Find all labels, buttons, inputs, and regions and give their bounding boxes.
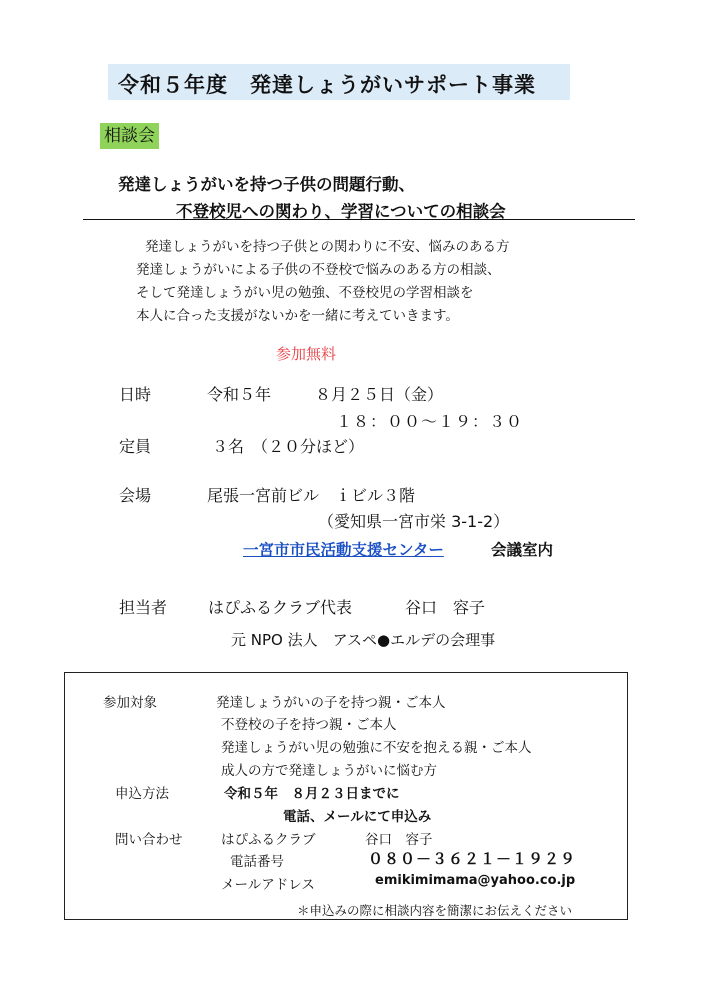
support-center-link[interactable]: 一宮市市民活動支援センター — [243, 541, 444, 559]
consultation-tag: 相談会 — [100, 123, 159, 149]
contact-label: 問い合わせ — [115, 832, 183, 848]
target-item: 発達しょうがい児の勉強に不安を抱える親・ご本人 — [221, 740, 532, 756]
intro-line-3: そして発達しょうがい児の勉強、不登校児の学習相談を — [136, 285, 474, 301]
apply-deadline: 令和５年 ８月２３日までに — [224, 786, 400, 802]
staff-note: 元 NPO 法人 アスペ●エルデの会理事 — [231, 631, 496, 649]
staff-label: 担当者 — [119, 598, 168, 617]
contact-organization: はぴふるクラブ — [221, 832, 316, 848]
headline-underline — [83, 219, 635, 220]
datetime-label: 日時 — [119, 385, 152, 404]
target-item: 不登校の子を持つ親・ご本人 — [221, 717, 397, 733]
headline-line-2: 不登校児への関わり、学習についての相談会 — [176, 202, 506, 221]
application-note: ＊申込みの際に相談内容を簡潔にお伝えください — [297, 903, 573, 918]
headline-line-1: 発達しょうがいを持つ子供の問題行動、 — [118, 175, 415, 194]
page-title: 令和５年度 発達しょうがいサポート事業 — [118, 73, 536, 97]
phone-number[interactable]: ０８０－３６２１－１９２９ — [368, 850, 577, 868]
apply-label: 申込方法 — [115, 786, 169, 802]
event-date: ８月２５日（金） — [315, 385, 444, 404]
staff-organization: はぴふるクラブ代表 — [208, 598, 353, 617]
target-label: 参加対象 — [103, 695, 157, 711]
phone-label: 電話番号 — [230, 854, 284, 870]
free-admission-label: 参加無料 — [276, 345, 337, 363]
contact-name: 谷口 容子 — [365, 832, 433, 848]
intro-line-4: 本人に合った支援がないかを一緒に考えていきます。 — [136, 308, 459, 324]
capacity-value: ３名 （２０分ほど） — [212, 437, 365, 456]
capacity-label: 定員 — [119, 437, 152, 456]
apply-method: 電話、メールにて申込み — [283, 809, 432, 825]
venue-label: 会場 — [119, 486, 152, 505]
email-label: メールアドレス — [221, 877, 315, 893]
venue-address: （愛知県一宮市栄 3-1-2） — [318, 512, 510, 531]
date-era: 令和５年 — [207, 385, 272, 404]
meeting-room: 会議室内 — [491, 541, 554, 559]
intro-line-2: 発達しょうがいによる子供の不登校で悩みのある方の相談、 — [136, 262, 501, 278]
target-item: 成人の方で発達しょうがいに悩む方 — [221, 763, 437, 779]
email-address[interactable]: emikimimama@yahoo.co.jp — [375, 873, 576, 888]
target-item: 発達しょうがいの子を持つ親・ご本人 — [216, 695, 446, 711]
intro-line-1: 発達しょうがいを持つ子供との関わりに不安、悩みのある方 — [145, 239, 510, 255]
venue-name: 尾張一宮前ビル ｉビル３階 — [207, 486, 416, 505]
staff-name: 谷口 容子 — [405, 598, 486, 617]
event-time: １８：００～１９：３０ — [336, 412, 524, 431]
